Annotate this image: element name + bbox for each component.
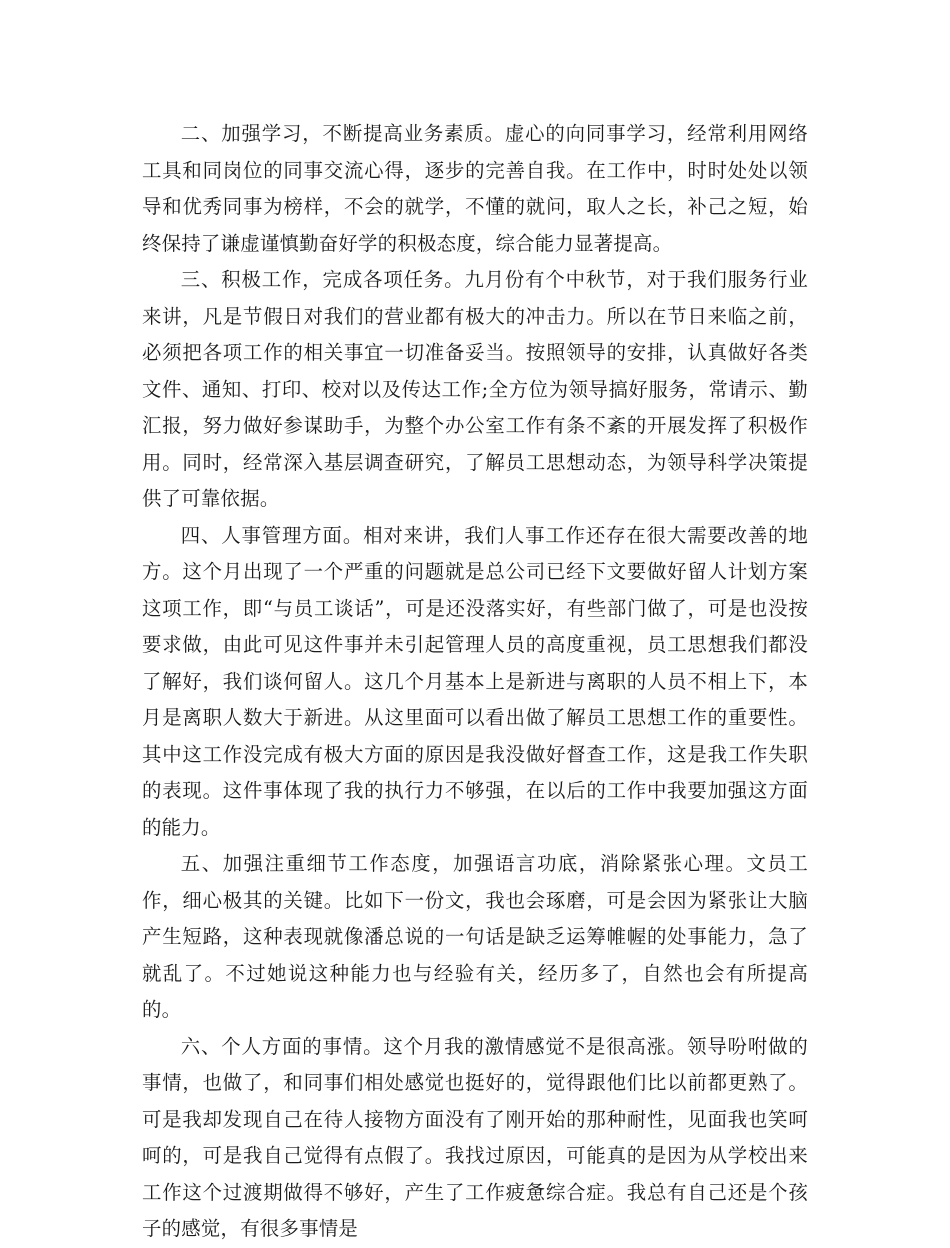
paragraph-work-tasks: 三、积极工作，完成各项任务。九月份有个中秋节，对于我们服务行业来讲，凡是节假日对我们的营业都有极大的冲击力。所以在节日来临之前，必须把各项工作的相关事宜一切准备妥当。按照领导的安排，认真做好各类文件、通知、打印、校对以及传达工作;全方位为领导搞好服务，常请示、勤汇报，努力做好参谋助手，为整个办公室工作有条不紊的开展发挥了积极作用。同时，经常深入基层调查研究，了解员工思想动态，为领导科学决策提供了可靠依据。: [142, 268, 808, 510]
paragraph-detail-attitude: 五、加强注重细节工作态度，加强语言功底，消除紧张心理。文员工作，细心极其的关键。比如下一份文，我也会琢磨，可是会因为紧张让大脑产生短路，这种表现就像潘总说的一句话是缺乏运筹帷幄的处事能力，急了就乱了。不过她说这种能力也与经验有关，经历多了，自然也会有所提高的。: [142, 852, 808, 1021]
document-body: [142, 116, 808, 1248]
paragraph-study: 二、加强学习，不断提高业务素质。虚心的向同事学习，经常利用网络工具和同岗位的同事交流心得，逐步的完善自我。在工作中，时时处处以领导和优秀同事为榜样，不会的就学，不懂的就问，取人之长，补己之短，始终保持了谦虚谨慎勤奋好学的积极态度，综合能力显著提高。: [142, 122, 808, 255]
paragraph-personnel-management: 四、人事管理方面。相对来讲，我们人事工作还存在很大需要改善的地方。这个月出现了一个严重的问题就是总公司已经下文要做好留人计划方案这项工作，即“与员工谈话”，可是还没落实好，有些部门做了，可是也没按要求做，由此可见这件事并未引起管理人员的高度重视，员工思想我们都没了解好，我们谈何留人。这几个月基本上是新进与离职的人员不相上下，本月是离职人数大于新进。从这里面可以看出做了解员工思想工作的重要性。其中这工作没完成有极大方面的原因是我没做好督查工作，这是我工作失职的表现。这件事体现了我的执行力不够强，在以后的工作中我要加强这方面的能力。: [142, 523, 808, 839]
paragraph-personal-matters: 六、个人方面的事情。这个月我的激情感觉不是很高涨。领导吩咐做的事情，也做了，和同事们相处感觉也挺好的，觉得跟他们比以前都更熟了。可是我却发现自己在待人接物方面没有了刚开始的那种耐性，见面我也笑呵呵的，可是我自己觉得有点假了。我找过原因，可能真的是因为从学校出来工作这个过渡期做得不够好，产生了工作疲惫综合症。我总有自己还是个孩子的感觉，有很多事情是: [142, 1034, 808, 1240]
